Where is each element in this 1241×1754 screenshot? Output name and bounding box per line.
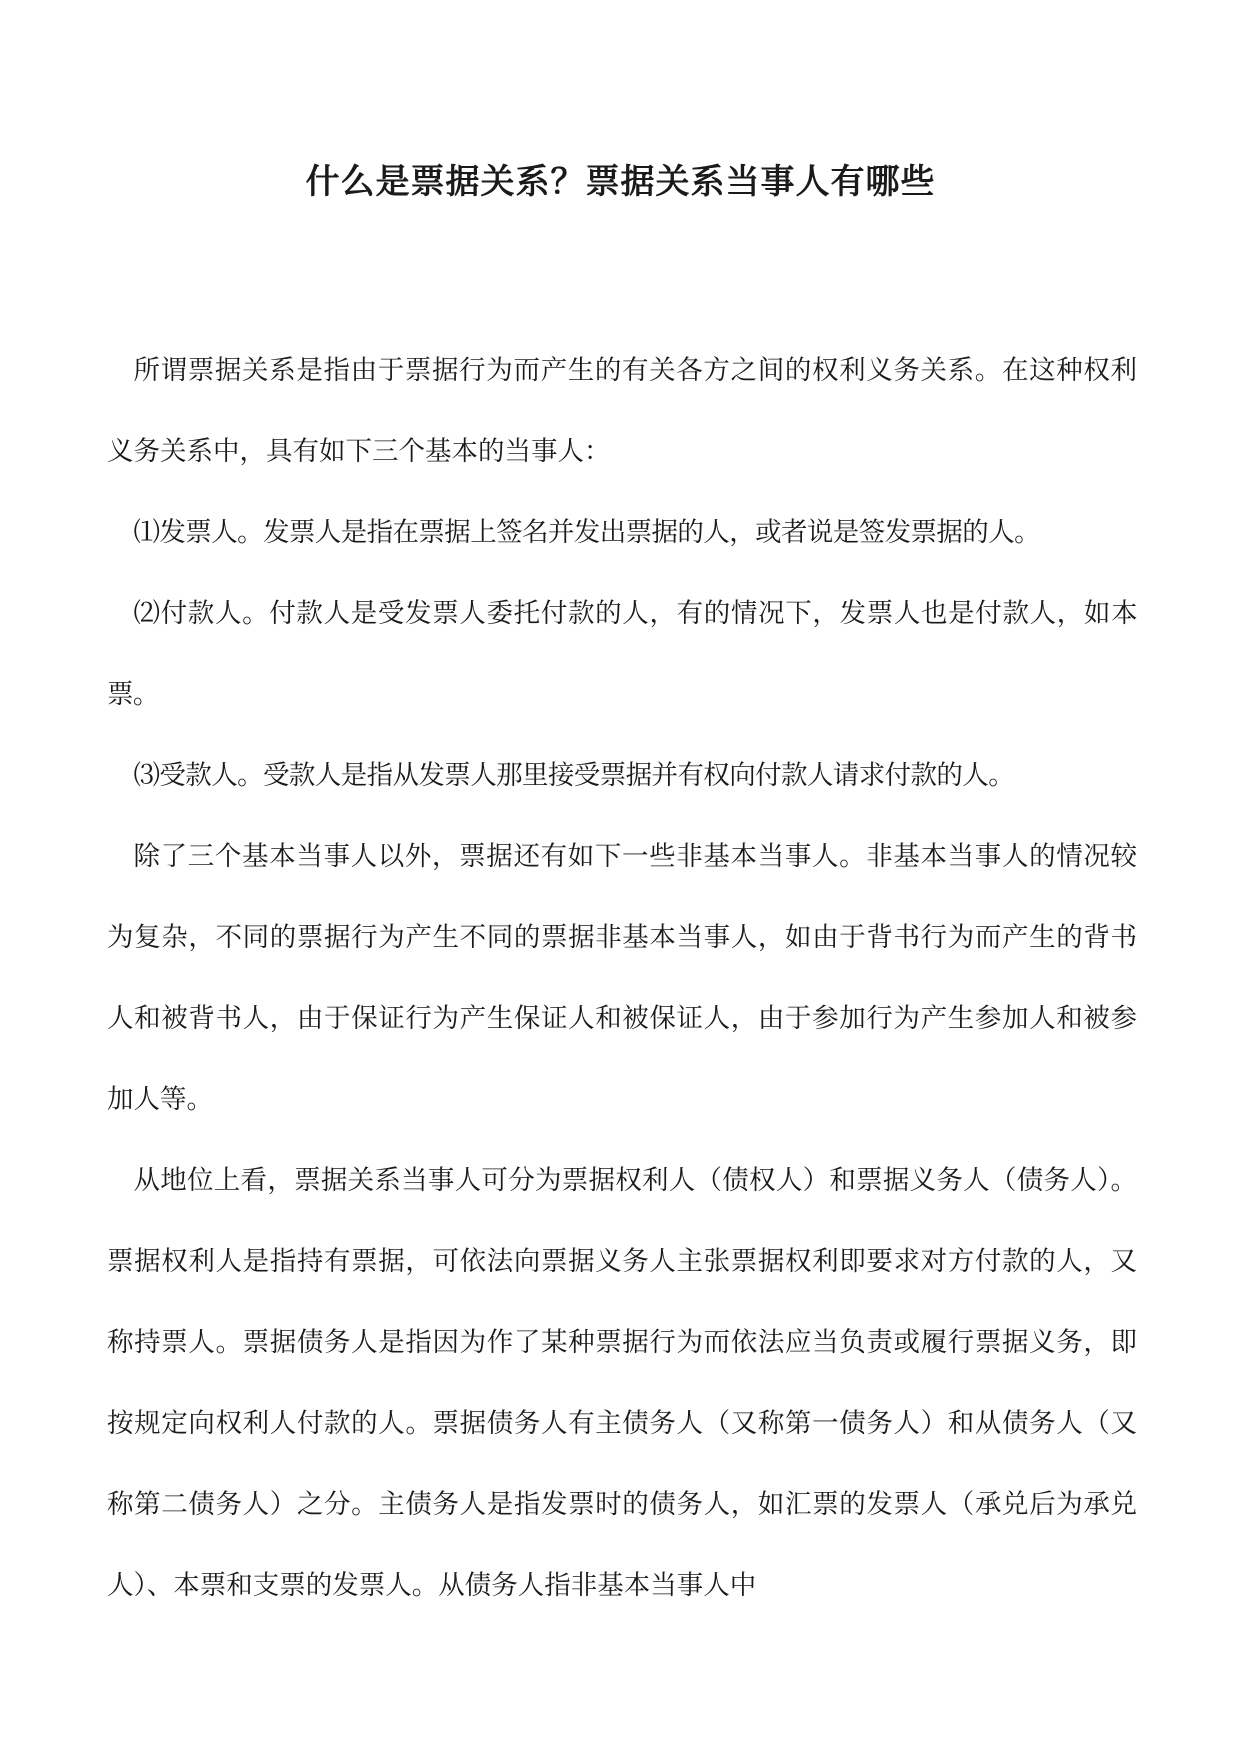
paragraph-creditor-debtor: 从地位上看，票据关系当事人可分为票据权利人（债权人）和票据义务人（债务人）。票据权利人是指持有票据，可依法向票据义务人主张票据权利即要求对方付款的人，又称持票人。票据债务人是指因为作了某种票据行为而依法应当负责或履行票据义务，即按规定向权利人付款的人。票据债务人有主债务人（又称第一债务人）和从债务人（又称第二债务人）之分。主债务人是指发票时的债务人，如汇票的发票人（承兑后为承兑人）、本票和支票的发票人。从债务人指非基本当事人中	[107, 1165, 1137, 1601]
paragraph-payee: ⑶受款人。受款人是指从发票人那里接受票据并有权向付款人请求付款的人。	[133, 760, 1015, 791]
paragraph-drawer: ⑴发票人。发票人是指在票据上签名并发出票据的人，或者说是签发票据的人。	[133, 517, 1040, 548]
paragraph-payer: ⑵付款人。付款人是受发票人委托付款的人，有的情况下，发票人也是付款人，如本票。	[107, 598, 1137, 710]
paragraph-intro: 所谓票据关系是指由于票据行为而产生的有关各方之间的权利义务关系。在这种权利义务关系中，具有如下三个基本的当事人：	[107, 355, 1137, 467]
document-body	[107, 330, 1137, 1626]
document-title: 什么是票据关系？票据关系当事人有哪些	[305, 162, 936, 202]
paragraph-non-basic-parties: 除了三个基本当事人以外，票据还有如下一些非基本当事人。非基本当事人的情况较为复杂，不同的票据行为产生不同的票据非基本当事人，如由于背书行为而产生的背书人和被背书人，由于保证行为产生保证人和被保证人，由于参加行为产生参加人和被参加人等。	[107, 841, 1137, 1115]
